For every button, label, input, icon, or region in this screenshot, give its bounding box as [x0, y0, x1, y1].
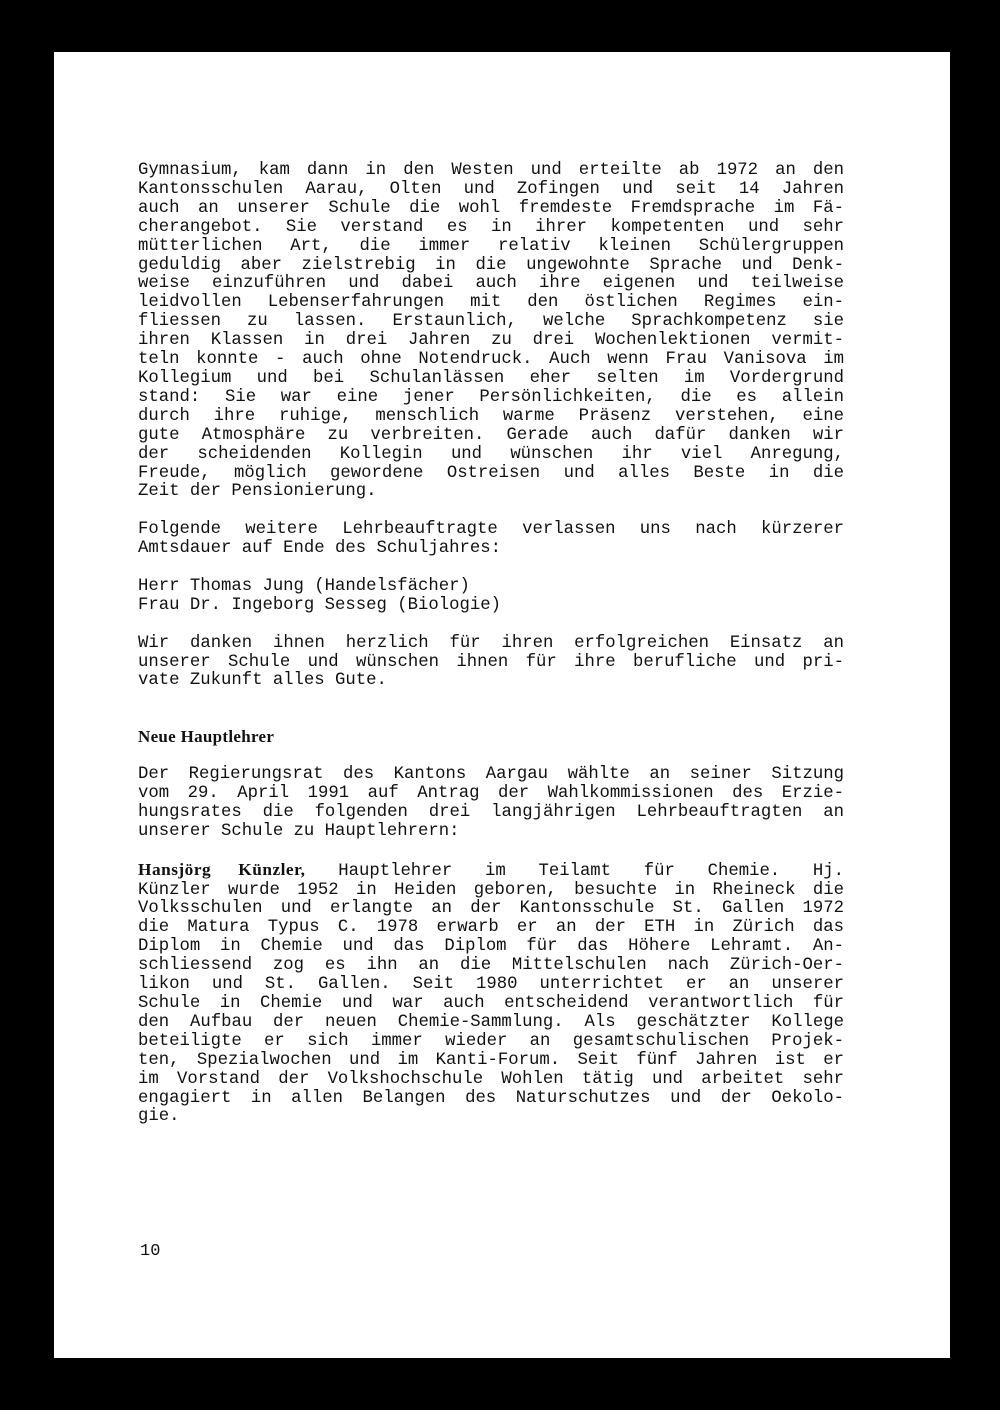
- text-line: likon und St. Gallen. Seit 1980 unterrichtet er an unserer: [138, 975, 844, 995]
- page-number: 10: [140, 1242, 161, 1261]
- paragraph-kuenzler: [138, 861, 844, 1128]
- text-line-rest: Hauptlehrer im Teilamt für Chemie. Hj.: [338, 861, 845, 881]
- page-content: [138, 162, 844, 1146]
- text-line: teln konnte - auch ohne Notendruck. Auch wenn Frau Vanisova im: [138, 350, 844, 370]
- text-line: Der Regierungsrat des Kantons Aargau wählte an seiner Sitzung: [138, 765, 844, 785]
- text-line: fliessen zu lassen. Erstaunlich, welche Sprachkompetenz sie: [138, 312, 844, 332]
- text-line: [138, 861, 844, 882]
- text-line: der scheidenden Kollegin und wünschen ihr viel Anregung,: [138, 444, 844, 464]
- paragraph-thanks: [138, 635, 844, 692]
- text-line: Gymnasium, kam dann in den Westen und erteilte ab 1972 an den: [138, 161, 844, 180]
- teacher-name: Hansjörg Künzler,: [138, 859, 306, 879]
- text-line: schliessend zog es ihn an die Mittelschulen nach Zürich-Oer-: [138, 956, 844, 976]
- list-item: Frau Dr. Ingeborg Sesseg (Biologie): [138, 595, 501, 615]
- text-line: Volksschulen und erlangte an der Kantonsschule St. Gallen 1972: [138, 899, 844, 919]
- section-heading: Neue Hauptlehrer: [138, 727, 275, 747]
- text-line: hungsrates die folgenden drei langjährigen Lehrbeauftragten an: [138, 802, 844, 822]
- text-line: ihren Klassen in drei Jahren zu drei Wochenlektionen vermit-: [138, 331, 844, 351]
- text-line: unserer Schule zu Hauptlehrern:: [138, 821, 460, 841]
- text-line: engagiert in allen Belangen des Naturschutzes und der Oekolo-: [138, 1088, 844, 1108]
- document-page: [54, 52, 950, 1358]
- text-line: stand: Sie war eine jener Persönlichkeiten, die es allein: [138, 387, 844, 407]
- text-line: gute Atmosphäre zu verbreiten. Gerade auch dafür danken wir: [138, 425, 844, 445]
- text-line: durch ihre ruhige, menschlich warme Präsenz verstehen, eine: [138, 406, 844, 426]
- text-line: vom 29. April 1991 auf Antrag der Wahlkommissionen des Erzie-: [138, 784, 844, 804]
- text-line: Folgende weitere Lehrbeauftragte verlassen uns nach kürzerer: [138, 520, 844, 540]
- text-line: mütterlichen Art, die immer relativ kleinen Schülergruppen: [138, 236, 844, 256]
- text-line: unserer Schule und wünschen ihnen für ihre berufliche und pri-: [138, 652, 844, 672]
- text-line: ten, Spezialwochen und im Kanti-Forum. Seit fünf Jahren ist er: [138, 1050, 844, 1070]
- text-line: Künzler wurde 1952 in Heiden geboren, besuchte in Rheineck die: [138, 880, 844, 900]
- text-line: Schule in Chemie und war auch entscheidend verantwortlich für: [138, 993, 844, 1013]
- departing-teachers-list: [138, 578, 844, 616]
- text-line: Wir danken ihnen herzlich für ihren erfolgreichen Einsatz an: [138, 633, 844, 653]
- text-line: Freude, möglich gewordene Ostreisen und alles Beste in die: [138, 463, 844, 483]
- text-line: Kantonsschulen Aarau, Olten und Zofingen und seit 14 Jahren: [138, 179, 844, 199]
- text-line: gie.: [138, 1107, 180, 1127]
- text-line: vate Zukunft alles Gute.: [138, 671, 387, 691]
- text-line: Zeit der Pensionierung.: [138, 482, 377, 502]
- paragraph-vanisova: [138, 162, 844, 502]
- text-line: Diplom in Chemie und das Diplom für das Höhere Lehramt. An-: [138, 937, 844, 957]
- text-line: Kollegium und bei Schulanlässen eher selten im Vordergrund: [138, 368, 844, 388]
- text-line: den Aufbau der neuen Chemie-Sammlung. Als geschätzter Kollege: [138, 1012, 844, 1032]
- text-line: leidvollen Lebenserfahrungen mit den östlichen Regimes ein-: [138, 293, 844, 313]
- text-line: cherangebot. Sie verstand es in ihrer kompetenten und sehr: [138, 217, 844, 237]
- text-line: beteiligte er sich immer wieder an gesamtschulischen Projek-: [138, 1031, 844, 1051]
- text-line: auch an unserer Schule die wohl fremdeste Fremdsprache im Fä-: [138, 198, 844, 218]
- text-line: Amtsdauer auf Ende des Schuljahres:: [138, 539, 501, 559]
- paragraph-departing-teachers: [138, 521, 844, 559]
- text-line: weise einzuführen und dabei auch ihre eigenen und teilweise: [138, 274, 844, 294]
- text-line: im Vorstand der Volkshochschule Wohlen tätig und arbeitet sehr: [138, 1069, 844, 1089]
- text-line: geduldig aber zielstrebig in die ungewohnte Sprache und Denk-: [138, 255, 844, 275]
- list-item: Herr Thomas Jung (Handelsfächer): [138, 576, 470, 596]
- text-line: die Matura Typus C. 1978 erwarb er an der ETH in Zürich das: [138, 918, 844, 938]
- paragraph-election: [138, 766, 844, 842]
